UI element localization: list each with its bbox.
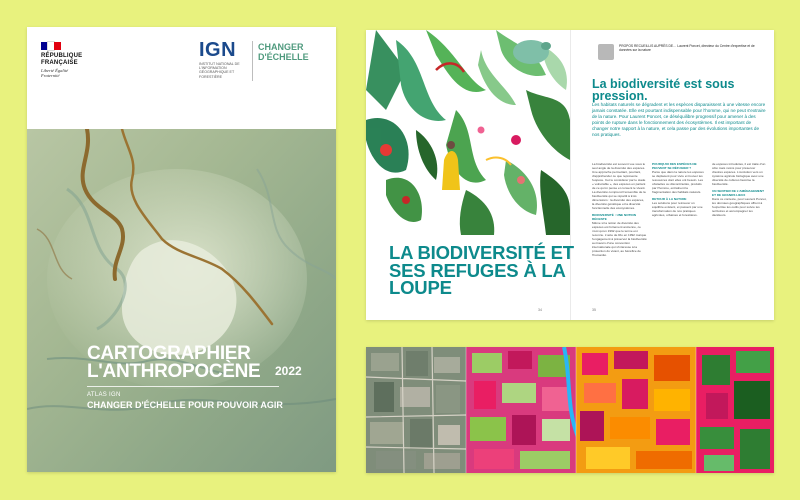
cover-year: 2022: [275, 364, 302, 378]
column-1-text-b: Même si la notion de diversité des espèces est fortement ancienne, ce n'est qu'en 1992 que le terme est reconnu. L'acte de Rio en 1992 marque l'engagement à préserver la biodiversité au travers d'une convention internationale qui s'intéresse à la protection du vivant, au bénéfice de l'humanité.: [592, 221, 647, 257]
column-1-subheading: BIODIVERSITÉ : UNE NOTION RÉCENTE: [592, 213, 637, 221]
republic-motto: Liberté Égalité Fraternité: [41, 68, 69, 78]
brochure-cover: [27, 27, 336, 472]
article-lead: Les habitats naturels se dégradent et les espèces disparaissent à une vitesse encore jamais constatée. Elle est pourtant indispensable pour l'homme, qui ne peut s'extraire de la nature. Pour Laurent Poncet, ce déséquilibre progressif pour amener à des points de rupture dans le fonctionnement des écosystèmes. Il est important de changer notre rapport à la nature, et cela passe par des évolutions importantes de nos pratiques.: [592, 102, 766, 137]
spread-title: LA BIODIVERSITÉ ET SES REFUGES À LA LOUPE: [389, 242, 574, 298]
land-use-map-strip: [366, 347, 774, 473]
ign-logo: IGN: [199, 39, 237, 61]
cover-divider: [87, 386, 279, 387]
column-2-subheading: POURQUOI DES ESPÈCES NE PEUVENT SE RÉFUGIER ?: [652, 162, 697, 170]
author-photo: [598, 44, 614, 60]
column-3-text: de espèces introduites, il est traité d'un côté mais moins pour préserver d'autres espèces. L'évolution vers un système agricole biologique avec une diversité de cultures favorise la biodiversité.: [712, 162, 766, 186]
flag-white: [48, 42, 55, 50]
column-2-subheading-b: RETOUR À LA NATURE: [652, 197, 687, 201]
column-2-text-b: Les solutions pour retrouver un équilibre existent, et passent par une transformation de nos pratiques agricoles, urbaines et forestières.: [652, 201, 703, 217]
cover-title: CARTOGRAPHIER L'ANTHROPOCÈNE: [87, 343, 261, 382]
column-2-text: Parce que dans la nature les espèces se déplacent pour vivre et trouver les ressources dont elles ont besoin. Les obstacles ou discontinuités, produits par l'homme, entraînent la fragmentation des habitats naturels.: [652, 170, 704, 194]
ign-tagline: CHANGER D'ÉCHELLE: [258, 42, 309, 62]
cover-series: ATLAS IGN: [87, 392, 121, 398]
column-1-text: La biodiversité est souvent vue sous le seul angle de la diversité des espèces. Une approche permettant, pourtant, d'appréhender ce que représente l'espèce. Cet le considérer par le stade « vulnérable », des espèces en partant de ce qu'on pense et consent le vivant. La diversité comprend l'ensemble de la biodiversité qui se répartit à trois dimensions : la diversité des espèces, la diversité génétique et la diversité fonctionnelle des écosystèmes.: [592, 162, 646, 210]
flag-blue: [41, 42, 48, 50]
biodiversity-illustration: [366, 30, 570, 235]
republique-francaise-label: RÉPUBLIQUE FRANÇAISE: [41, 53, 83, 66]
column-3-text-b: Dans ce contexte, pour Laurent Poncet, les données géographiques offrent à l'expertise les outils pour suivre les territoires et accompagner les décideurs.: [712, 197, 767, 217]
page-number-left: 34: [538, 308, 542, 312]
text-column-1: [592, 162, 647, 302]
cover-subtitle: CHANGER D'ÉCHELLE POUR POUVOIR AGIR: [87, 400, 283, 410]
column-3-subheading: UN SENTIER DE L'AMÉNAGEMENT ET DE GRANDS LIEUX: [712, 189, 764, 197]
marianne-logo: [41, 42, 61, 50]
text-column-2: [652, 162, 707, 302]
text-column-3: [712, 162, 767, 302]
ign-institute-name: INSTITUT NATIONAL DE L'INFORMATION GÉOGRAPHIQUE ET FORESTIÈRE: [199, 62, 240, 79]
author-meta: PROPOS RECUEILLIS AUPRÈS DE… Laurent Poncet, directeur du Centre d'expertise et de données sur la nature: [619, 44, 755, 52]
magazine-spread: [366, 30, 774, 320]
article-headline: La biodiversité est sous pression.: [592, 77, 735, 103]
flag-red: [54, 42, 61, 50]
satellite-to-landuse-map: [366, 347, 774, 473]
logo-divider: [252, 41, 253, 81]
aerial-wetland-image: [27, 129, 336, 472]
page-number-right: 35: [592, 308, 596, 312]
